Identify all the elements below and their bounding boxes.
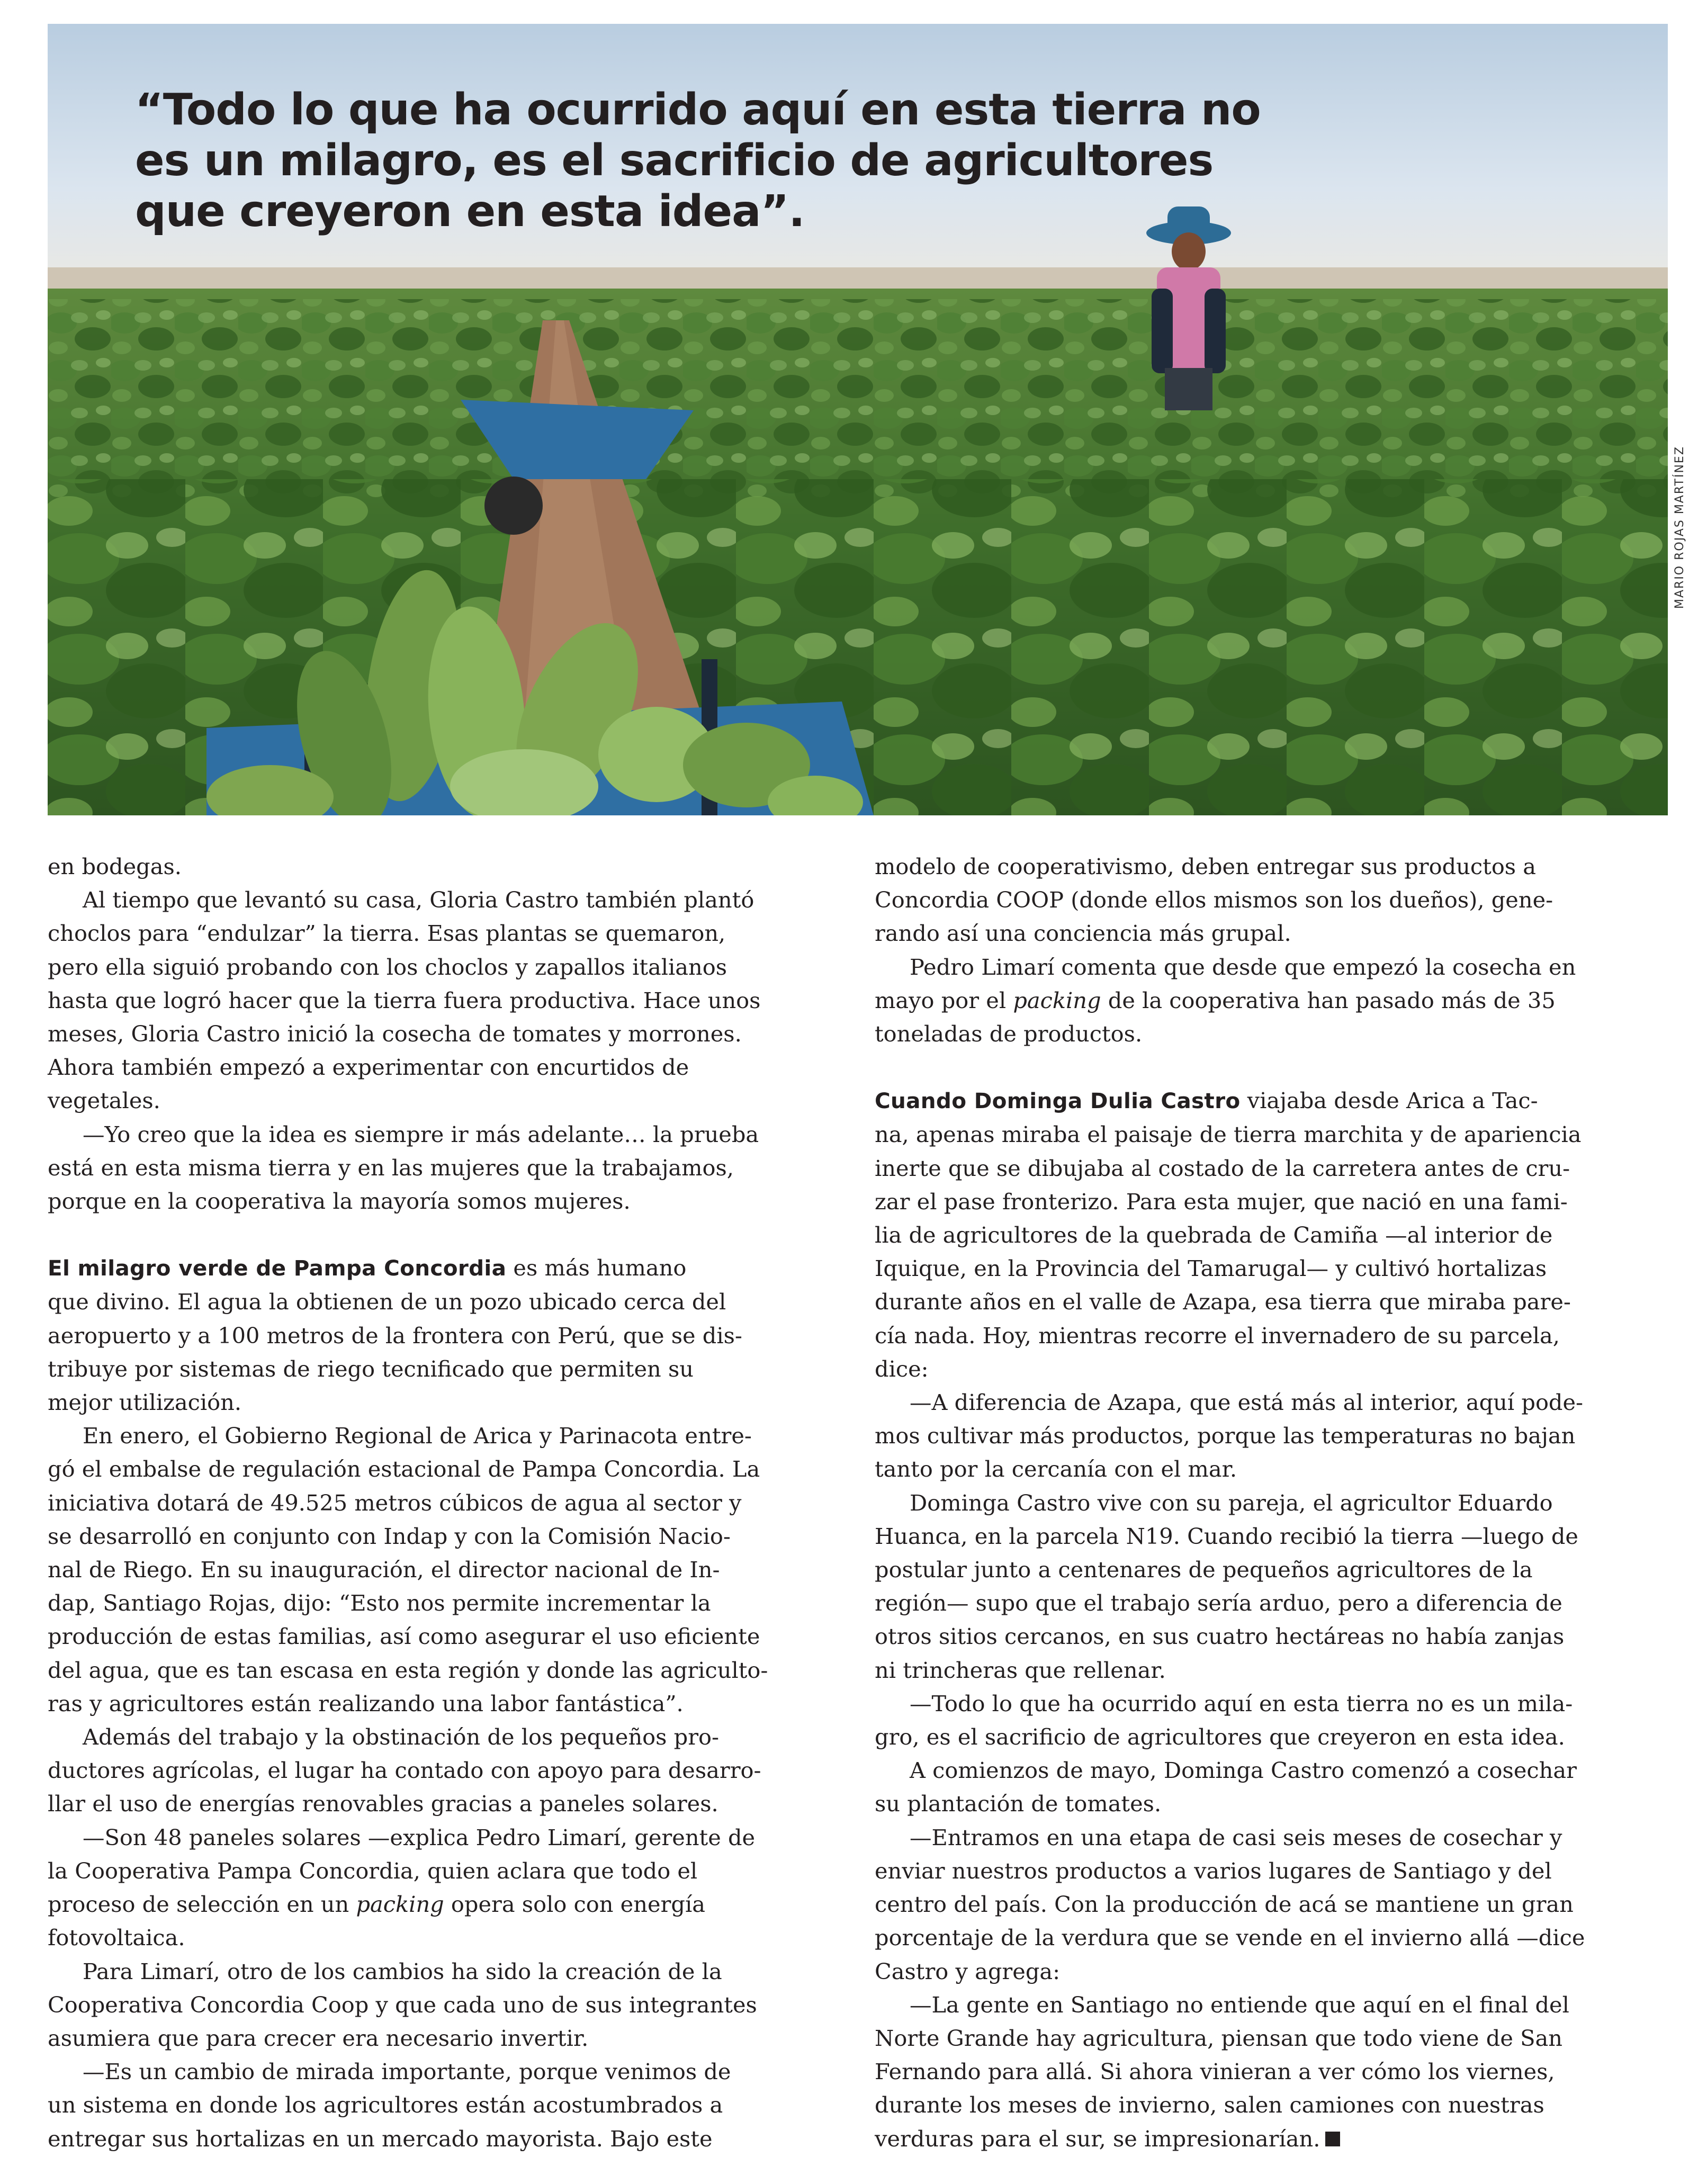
pull-quote-line: es un milagro, es el sacrificio de agricultores: [135, 136, 1214, 186]
text-line: está en esta misma tierra y en las mujeres que la trabajamos,: [48, 1154, 734, 1181]
text-line: Huanca, en la parcela N19. Cuando recibió la tierra —luego de: [875, 1523, 1578, 1549]
text-line: dice:: [875, 1355, 929, 1382]
photo-credit: MARIO ROJAS MARTÍNEZ: [1673, 446, 1686, 609]
text-line: choclos para “endulzar” la tierra. Esas plantas se quemaron,: [48, 920, 726, 947]
paragraph: [48, 883, 837, 1117]
text-line: —La gente en Santiago no entiende que aquí en el final del: [910, 1991, 1569, 2018]
text-line: nal de Riego. En su inauguración, el director nacional de In-: [48, 1557, 720, 1583]
paragraph: [48, 1118, 837, 1218]
pull-quote: [135, 85, 1300, 237]
paragraph: [48, 1821, 837, 1955]
text-line: —Son 48 paneles solares —explica Pedro Limarí, gerente de: [83, 1824, 756, 1850]
text-line: cía nada. Hoy, mientras recorre el invernadero de su parcela,: [875, 1322, 1560, 1349]
text-line: un sistema en donde los agricultores están acostumbrados a: [48, 2092, 723, 2118]
text-line: otros sitios cercanos, en sus cuatro hectáreas no había zanjas: [875, 1623, 1565, 1650]
text-line: tribuye por sistemas de riego tecnificado que permiten su: [48, 1355, 694, 1382]
paragraph: [875, 1754, 1664, 1820]
text-line: zar el pase fronterizo. Para esta mujer, que nació en una fami-: [875, 1188, 1568, 1215]
text-line: hasta que logró hacer que la tierra fuera productiva. Hace unos: [48, 987, 761, 1013]
pull-quote-line: que creyeron en esta idea”.: [135, 186, 805, 237]
text-fragment: opera solo con energía: [444, 1891, 705, 1918]
text-line: verduras para el sur, se impresionarían.: [875, 2125, 1320, 2152]
text-line: región— supo que el trabajo sería arduo, pero a diferencia de: [875, 1590, 1562, 1616]
paragraph: [875, 1687, 1664, 1754]
text-line: lia de agricultores de la quebrada de Camiña —al interior de: [875, 1222, 1553, 1248]
text-line: Castro y agrega:: [875, 1958, 1061, 1984]
text-line: Pedro Limarí comenta que desde que empezó la cosecha en: [910, 954, 1576, 980]
italic-term: packing: [1013, 987, 1101, 1013]
text-line: en bodegas.: [48, 853, 182, 879]
text-line: ductores agrícolas, el lugar ha contado con apoyo para desarro-: [48, 1757, 761, 1784]
text-line: gro, es el sacrificio de agricultores que creyeron en esta idea.: [875, 1724, 1565, 1750]
paragraph: [48, 850, 837, 883]
text-line: modelo de cooperativismo, deben entregar sus productos a: [875, 853, 1537, 879]
text-line: Iquique, en la Provincia del Tamarugal— y cultivó hortalizas: [875, 1255, 1547, 1282]
pull-quote-line: “Todo lo que ha ocurrido aquí en esta tierra no: [135, 85, 1261, 135]
text-line: se desarrolló en conjunto con Indap y con la Comisión Nacio-: [48, 1523, 731, 1549]
text-line: A comienzos de mayo, Dominga Castro comenzó a cosechar: [910, 1757, 1577, 1784]
paragraph: [48, 1955, 837, 2055]
text-line: durante los meses de invierno, salen camiones con nuestras: [875, 2092, 1544, 2118]
text-line: centro del país. Con la producción de acá se mantiene un gran: [875, 1891, 1574, 1918]
text-fragment: mayo por el: [875, 987, 1013, 1013]
text-line: iniciativa dotará de 49.525 metros cúbicos de agua al sector y: [48, 1489, 742, 1516]
text-line: entregar sus hortalizas en un mercado mayorista. Bajo este: [48, 2125, 713, 2152]
text-line: Para Limarí, otro de los cambios ha sido la creación de la: [83, 1958, 722, 1984]
text-line: —Todo lo que ha ocurrido aquí en esta tierra no es un mila-: [910, 1690, 1573, 1716]
text-line: na, apenas miraba el paisaje de tierra marchita y de apariencia: [875, 1121, 1582, 1148]
paragraph: [875, 1988, 1664, 2155]
text-line: pero ella siguió probando con los choclos y zapallos italianos: [48, 954, 727, 980]
paragraph: [48, 2055, 837, 2155]
article-column-left: [48, 850, 837, 2155]
article-column-right: [875, 850, 1664, 2155]
text-line: ras y agricultores están realizando una labor fantástica”.: [48, 1690, 684, 1716]
text-line: la Cooperativa Pampa Concordia, quien aclara que todo el: [48, 1857, 698, 1884]
text-line: rando así una conciencia más grupal.: [875, 920, 1291, 947]
text-line: postular junto a centenares de pequeños agricultores de la: [875, 1557, 1533, 1583]
text-line: vegetales.: [48, 1087, 160, 1114]
text-line: tanto por la cercanía con el mar.: [875, 1456, 1237, 1482]
text-line: Dominga Castro vive con su pareja, el agricultor Eduardo: [910, 1489, 1553, 1516]
paragraph: [48, 1419, 837, 1720]
text-line: —A diferencia de Azapa, que está más al interior, aquí pode-: [910, 1389, 1584, 1416]
paragraph: [875, 950, 1664, 1051]
text-line: Cooperativa Concordia Coop y que cada uno de sus integrantes: [48, 1991, 757, 2018]
text-line: —Yo creo que la idea es siempre ir más adelante… la prueba: [83, 1121, 759, 1147]
text-line: Además del trabajo y la obstinación de los pequeños pro-: [83, 1724, 720, 1750]
text-line: En enero, el Gobierno Regional de Arica y Parinacota entre-: [83, 1423, 752, 1449]
text-line: Al tiempo que levantó su casa, Gloria Castro también plantó: [83, 887, 754, 913]
text-line: es más humano: [506, 1255, 687, 1281]
text-line: producción de estas familias, así como asegurar el uso eficiente: [48, 1623, 760, 1650]
paragraph: [875, 1486, 1664, 1687]
section-lead-in: Cuando Dominga Dulia Castro: [875, 1088, 1241, 1114]
paragraph: [875, 1821, 1664, 1988]
text-line: porcentaje de la verdura que se vende en el invierno allá —dice: [875, 1925, 1585, 1951]
paragraph: [875, 1386, 1664, 1486]
italic-term: packing: [356, 1891, 444, 1918]
field-photo: [48, 24, 1668, 815]
text-line: aeropuerto y a 100 metros de la frontera con Perú, que se dis-: [48, 1322, 742, 1349]
paragraph: [48, 1251, 837, 1419]
text-line: mejor utilización.: [48, 1389, 242, 1416]
text-line: Norte Grande hay agricultura, piensan que todo viene de San: [875, 2025, 1562, 2051]
text-line: Concordia COOP (donde ellos mismos son los dueños), gene-: [875, 887, 1553, 913]
text-line: —Entramos en una etapa de casi seis meses de cosechar y: [910, 1824, 1562, 1850]
text-line: su plantación de tomates.: [875, 1791, 1162, 1817]
text-line: toneladas de productos.: [875, 1021, 1143, 1047]
text-line: durante años en el valle de Azapa, esa tierra que miraba pare-: [875, 1289, 1571, 1315]
text-line: llar el uso de energías renovables gracias a paneles solares.: [48, 1791, 718, 1817]
paragraph: [48, 1720, 837, 1821]
text-line: Ahora también empezó a experimentar con encurtidos de: [48, 1054, 689, 1081]
text-line: —Es un cambio de mirada importante, porque venimos de: [83, 2059, 731, 2085]
text-fragment: de la cooperativa han pasado más de 35: [1101, 987, 1556, 1013]
end-of-article-mark: [1325, 2132, 1340, 2146]
text-line: del agua, que es tan escasa en esta región y donde las agriculto-: [48, 1657, 768, 1683]
paragraph: [875, 1084, 1664, 1386]
text-line: fotovoltaica.: [48, 1925, 185, 1951]
text-line: enviar nuestros productos a varios lugares de Santiago y del: [875, 1857, 1552, 1884]
text-line: que divino. El agua la obtienen de un pozo ubicado cerca del: [48, 1289, 726, 1315]
paragraph: [875, 850, 1664, 950]
text-line: Fernando para allá. Si ahora vinieran a ver cómo los viernes,: [875, 2059, 1555, 2085]
text-fragment: proceso de selección en un: [48, 1891, 356, 1918]
text-line: meses, Gloria Castro inició la cosecha de tomates y morrones.: [48, 1021, 742, 1047]
text-line: viajaba desde Arica a Tac-: [1240, 1087, 1538, 1114]
text-line: gó el embalse de regulación estacional de Pampa Concordia. La: [48, 1456, 760, 1482]
section-lead-in: El milagro verde de Pampa Concordia: [48, 1255, 507, 1281]
text-line: inerte que se dibujaba al costado de la carretera antes de cru-: [875, 1155, 1570, 1181]
text-line: mos cultivar más productos, porque las temperaturas no bajan: [875, 1423, 1576, 1449]
text-line: dap, Santiago Rojas, dijo: “Esto nos permite incrementar la: [48, 1590, 711, 1616]
text-line: ni trincheras que rellenar.: [875, 1657, 1166, 1683]
text-line: porque en la cooperativa la mayoría somos mujeres.: [48, 1188, 631, 1215]
text-line: asumiera que para crecer era necesario invertir.: [48, 2025, 589, 2051]
